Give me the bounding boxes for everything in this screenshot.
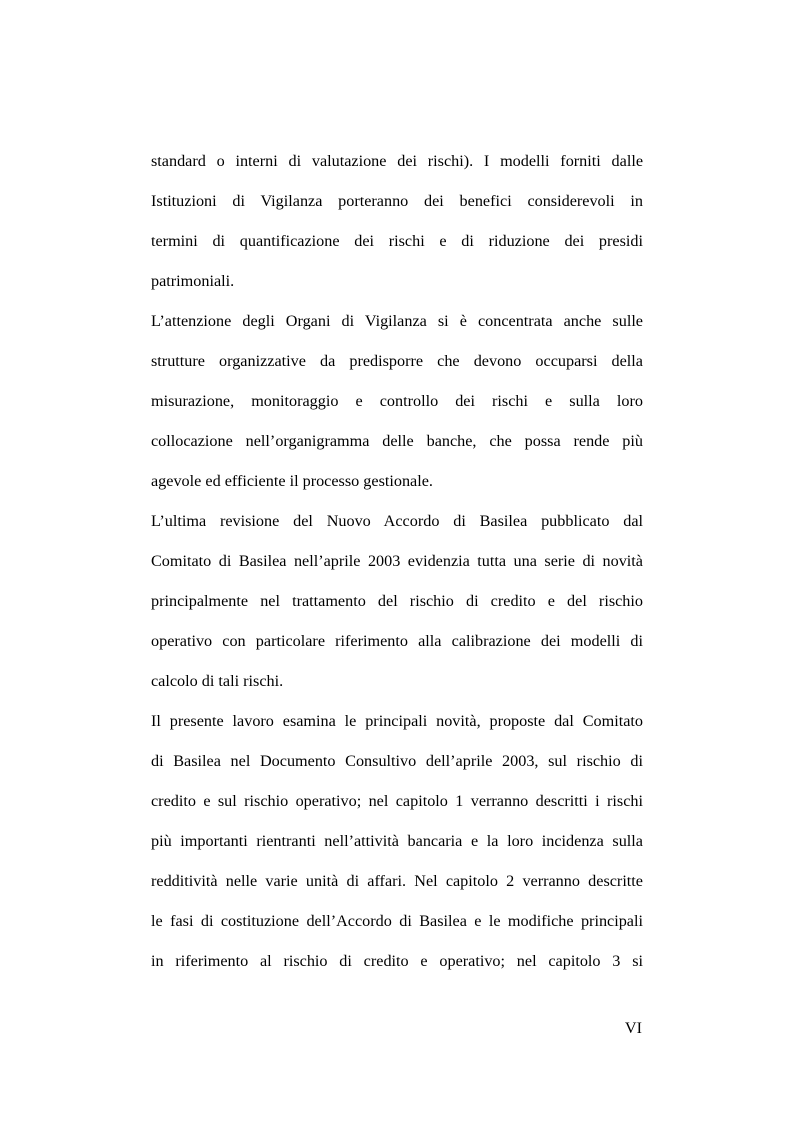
text-line: le fasi di costituzione dell’Accordo di Basilea e le modifiche principali <box>151 912 643 930</box>
text-line: termini di quantificazione dei rischi e di riduzione dei presidi <box>151 232 643 250</box>
text-line: Comitato di Basilea nell’aprile 2003 evidenzia tutta una serie di novità <box>151 552 643 570</box>
text-line: di Basilea nel Documento Consultivo dell’aprile 2003, sul rischio di <box>151 752 643 770</box>
page-number: VI <box>624 1019 642 1037</box>
text-line: standard o interni di valutazione dei rischi). I modelli forniti dalle <box>151 152 643 170</box>
paragraph-3 <box>151 501 643 701</box>
text-line: più importanti rientranti nell’attività bancaria e la loro incidenza sulla <box>151 832 643 850</box>
text-line: calcolo di tali rischi. <box>151 672 284 690</box>
text-line: in riferimento al rischio di credito e operativo; nel capitolo 3 si <box>151 952 643 970</box>
body-text <box>151 141 643 981</box>
text-line: agevole ed efficiente il processo gestionale. <box>151 472 433 490</box>
text-line: credito e sul rischio operativo; nel capitolo 1 verranno descritti i rischi <box>151 792 643 810</box>
text-line: strutture organizzative da predisporre che devono occuparsi della <box>151 352 643 370</box>
text-line: patrimoniali. <box>151 272 235 290</box>
text-line: L’ultima revisione del Nuovo Accordo di Basilea pubblicato dal <box>151 512 643 530</box>
text-line: principalmente nel trattamento del rischio di credito e del rischio <box>151 592 643 610</box>
text-line: L’attenzione degli Organi di Vigilanza si è concentrata anche sulle <box>151 312 643 330</box>
paragraph-1 <box>151 141 643 301</box>
text-line: redditività nelle varie unità di affari. Nel capitolo 2 verranno descritte <box>151 872 643 890</box>
text-line: collocazione nell’organigramma delle banche, che possa rende più <box>151 432 643 450</box>
paragraph-2 <box>151 301 643 501</box>
paragraph-4 <box>151 701 643 981</box>
text-line: Istituzioni di Vigilanza porteranno dei benefici considerevoli in <box>151 192 643 210</box>
text-line: operativo con particolare riferimento alla calibrazione dei modelli di <box>151 632 643 650</box>
text-line: misurazione, monitoraggio e controllo dei rischi e sulla loro <box>151 392 643 410</box>
text-line: Il presente lavoro esamina le principali novità, proposte dal Comitato <box>151 712 643 730</box>
